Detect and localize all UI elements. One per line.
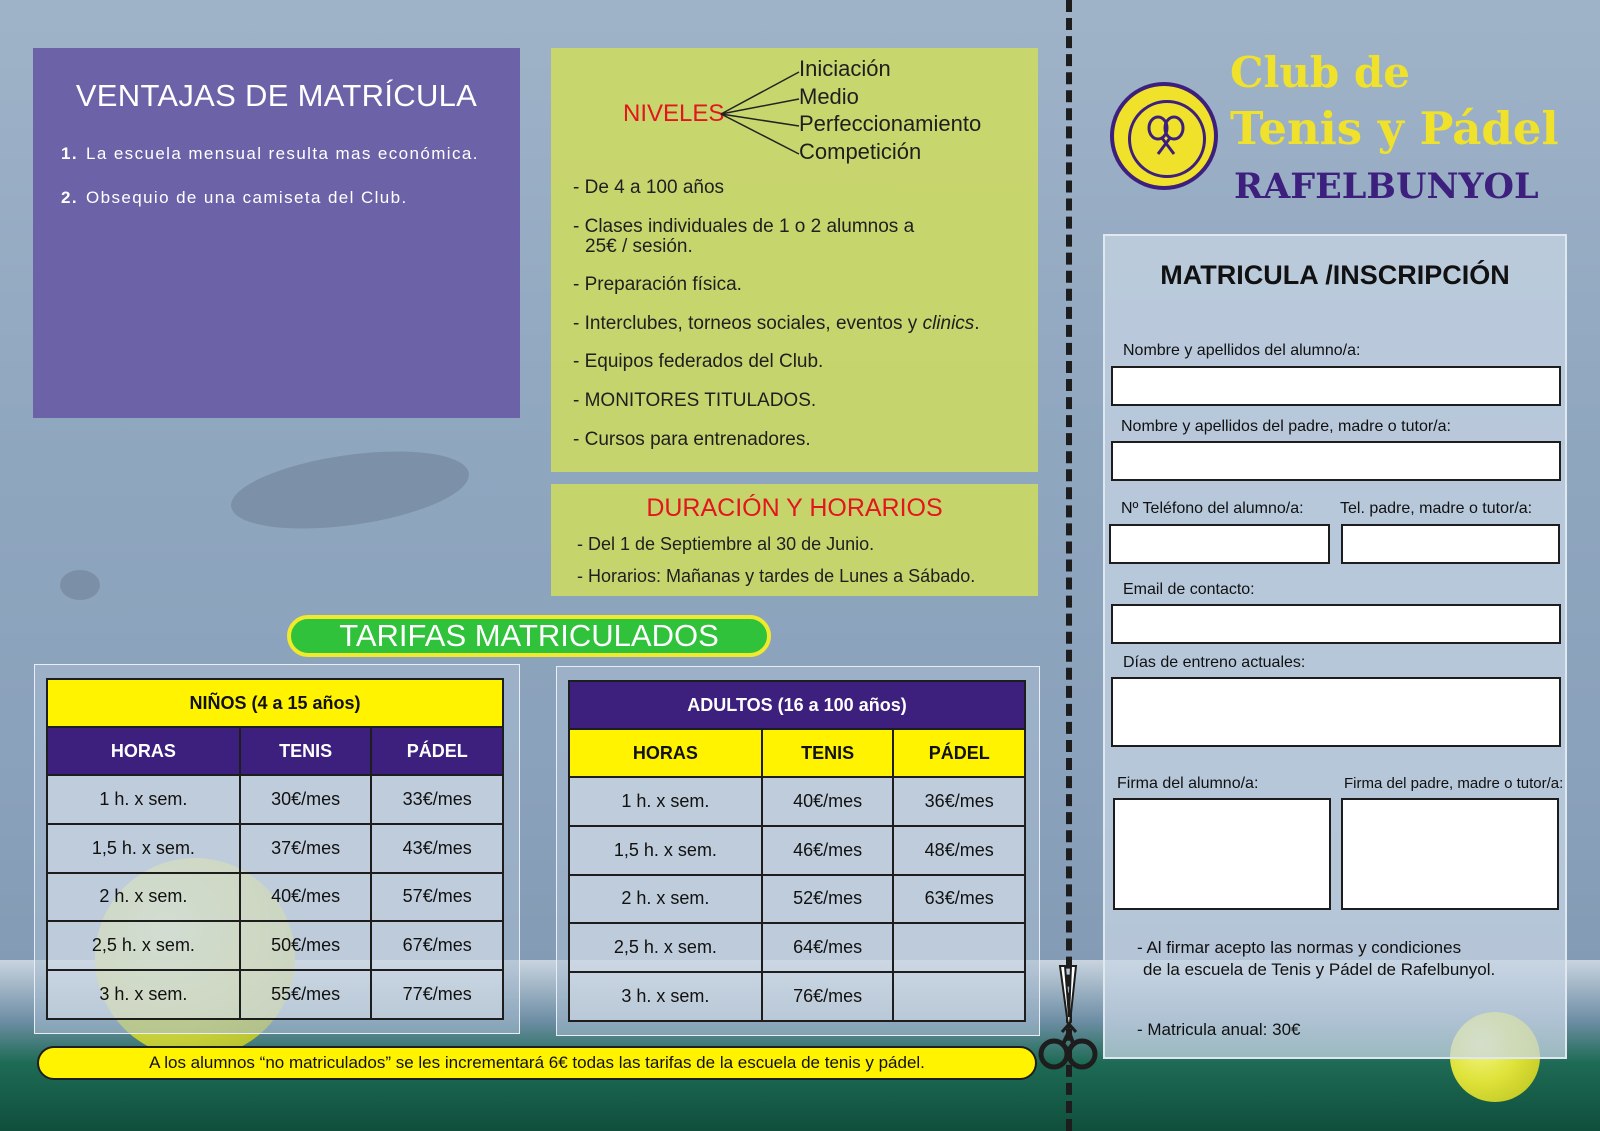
table-cell: 40€/mes (240, 873, 372, 922)
table-cell: 48€/mes (893, 826, 1025, 875)
ventajas-title: VENTAJAS DE MATRÍCULA (75, 78, 478, 113)
telefono-alumno-label: Nº Teléfono del alumno/a: (1121, 500, 1304, 517)
table-cell: 50€/mes (240, 921, 372, 970)
table-row (47, 824, 503, 873)
duracion-panel (551, 484, 1038, 596)
table-cell: 43€/mes (371, 824, 503, 873)
table-row (569, 777, 1025, 826)
table-cell: 2,5 h. x sem. (569, 923, 762, 972)
feature-bullet: - Cursos para entrenadores. (573, 429, 811, 450)
feature-bullet: - MONITORES TITULADOS. (573, 390, 817, 411)
table-cell: 76€/mes (762, 972, 894, 1021)
table-cell: 77€/mes (371, 970, 503, 1019)
player-shadow (226, 439, 473, 542)
nombre-tutor-field[interactable] (1111, 441, 1561, 481)
dias-entreno-field[interactable] (1111, 677, 1561, 747)
table-cell: 2 h. x sem. (569, 875, 762, 924)
player-shadow (60, 570, 100, 600)
table-row (47, 775, 503, 824)
no-matriculados-note: A los alumnos “no matriculados” se les incrementará 6€ todas las tarifas de la escuela de tenis y pádel. (37, 1046, 1037, 1080)
table-cell: 64€/mes (762, 923, 894, 972)
adultos-table-title: ADULTOS (16 a 100 años) (569, 681, 1025, 729)
form-title: MATRICULA /INSCRIPCIÓN (1160, 260, 1510, 290)
table-cell: 2 h. x sem. (47, 873, 240, 922)
club-name-line1: Club de (1230, 48, 1410, 97)
table-cell: 46€/mes (762, 826, 894, 875)
club-logo (1110, 82, 1218, 190)
duracion-title: DURACIÓN Y HORARIOS (646, 494, 943, 522)
niveles-panel (551, 48, 1038, 472)
table-cell: 40€/mes (762, 777, 894, 826)
niveles-branch-lines (719, 66, 803, 166)
firma-alumno-box[interactable] (1113, 798, 1331, 910)
scissors-icon (1038, 962, 1098, 1074)
ventajas-item (61, 188, 408, 208)
table-cell: 37€/mes (240, 824, 372, 873)
tarifas-title: TARIFAS MATRICULADOS (287, 615, 771, 657)
table-cell (893, 923, 1025, 972)
telefono-tutor-label: Tel. padre, madre o tutor/a: (1340, 500, 1533, 517)
table-cell: 2,5 h. x sem. (47, 921, 240, 970)
adultos-table (568, 680, 1026, 1022)
nivel-item: Perfeccionamiento (799, 111, 982, 136)
email-field[interactable] (1111, 604, 1561, 644)
club-name-line3: RAFELBUNYOL (1234, 166, 1539, 207)
column-header: HORAS (569, 729, 762, 777)
table-row (569, 875, 1025, 924)
nombre-alumno-field[interactable] (1111, 366, 1561, 406)
table-cell: 57€/mes (371, 873, 503, 922)
table-cell: 33€/mes (371, 775, 503, 824)
table-row (569, 972, 1025, 1021)
table-cell: 36€/mes (893, 777, 1025, 826)
firma-tutor-label: Firma del padre, madre o tutor/a: (1344, 775, 1564, 792)
feature-bullet-text: . (974, 313, 980, 334)
club-name-line2: Tenis y Pádel (1230, 102, 1559, 155)
duracion-item: - Horarios: Mañanas y tardes de Lunes a Sábado. (577, 566, 976, 586)
ventajas-item (61, 144, 479, 164)
nivel-item: Iniciación (799, 56, 891, 81)
column-header: TENIS (762, 729, 894, 777)
ventajas-panel (33, 48, 520, 418)
column-header: PÁDEL (893, 729, 1025, 777)
column-header: HORAS (47, 727, 240, 775)
firma-tutor-box[interactable] (1341, 798, 1559, 910)
feature-bullet-text: - Interclubes, torneos sociales, eventos y (573, 313, 923, 334)
email-label: Email de contacto: (1123, 581, 1255, 598)
telefono-tutor-field[interactable] (1341, 524, 1560, 564)
niveles-label: NIVELES (623, 100, 725, 127)
ninos-table (46, 678, 504, 1020)
table-cell: 67€/mes (371, 921, 503, 970)
ventajas-item-num: 1. (61, 144, 78, 163)
inscription-form (1103, 234, 1567, 1059)
column-header: PÁDEL (371, 727, 503, 775)
racket-icon (1144, 114, 1188, 158)
table-cell: 3 h. x sem. (569, 972, 762, 1021)
matricula-anual-text: - Matricula anual: 30€ (1137, 1020, 1301, 1039)
feature-bullet (573, 314, 980, 334)
table-row (47, 970, 503, 1019)
table-cell: 30€/mes (240, 775, 372, 824)
ninos-table-title: NIÑOS (4 a 15 años) (47, 679, 503, 727)
table-cell: 55€/mes (240, 970, 372, 1019)
table-row (47, 921, 503, 970)
table-cell: 1,5 h. x sem. (47, 824, 240, 873)
telefono-alumno-field[interactable] (1109, 524, 1330, 564)
nombre-alumno-label: Nombre y apellidos del alumno/a: (1123, 342, 1361, 359)
nombre-tutor-label: Nombre y apellidos del padre, madre o tutor/a: (1121, 418, 1451, 435)
table-cell: 3 h. x sem. (47, 970, 240, 1019)
acepto-normas-text: de la escuela de Tenis y Pádel de Rafelbunyol. (1143, 960, 1496, 979)
ninos-table-panel (34, 664, 520, 1034)
table-cell: 1 h. x sem. (569, 777, 762, 826)
feature-bullet-italic: clinics (922, 313, 975, 334)
feature-bullet: - Preparación física. (573, 274, 742, 295)
ventajas-item-text: Obsequio de una camiseta del Club. (85, 188, 408, 207)
table-cell: 63€/mes (893, 875, 1025, 924)
table-cell (893, 972, 1025, 1021)
dias-entreno-label: Días de entreno actuales: (1123, 654, 1306, 671)
feature-bullet: 25€ / sesión. (585, 236, 693, 257)
nivel-item: Competición (799, 139, 922, 164)
column-header: TENIS (240, 727, 372, 775)
acepto-normas-text: - Al firmar acepto las normas y condiciones (1137, 938, 1462, 957)
table-cell: 1 h. x sem. (47, 775, 240, 824)
ventajas-item-text: La escuela mensual resulta mas económica. (85, 144, 479, 163)
table-cell: 1,5 h. x sem. (569, 826, 762, 875)
nivel-item: Medio (799, 84, 859, 109)
duracion-item: - Del 1 de Septiembre al 30 de Junio. (577, 534, 875, 554)
feature-bullet: - Equipos federados del Club. (573, 351, 824, 372)
adultos-table-panel (556, 666, 1040, 1036)
feature-bullet: - De 4 a 100 años (573, 177, 725, 198)
table-cell: 52€/mes (762, 875, 894, 924)
table-row (569, 826, 1025, 875)
feature-bullet: - Clases individuales de 1 o 2 alumnos a (573, 216, 915, 237)
ventajas-item-num: 2. (61, 188, 78, 207)
table-row (569, 923, 1025, 972)
table-row (47, 873, 503, 922)
firma-alumno-label: Firma del alumno/a: (1117, 775, 1259, 792)
